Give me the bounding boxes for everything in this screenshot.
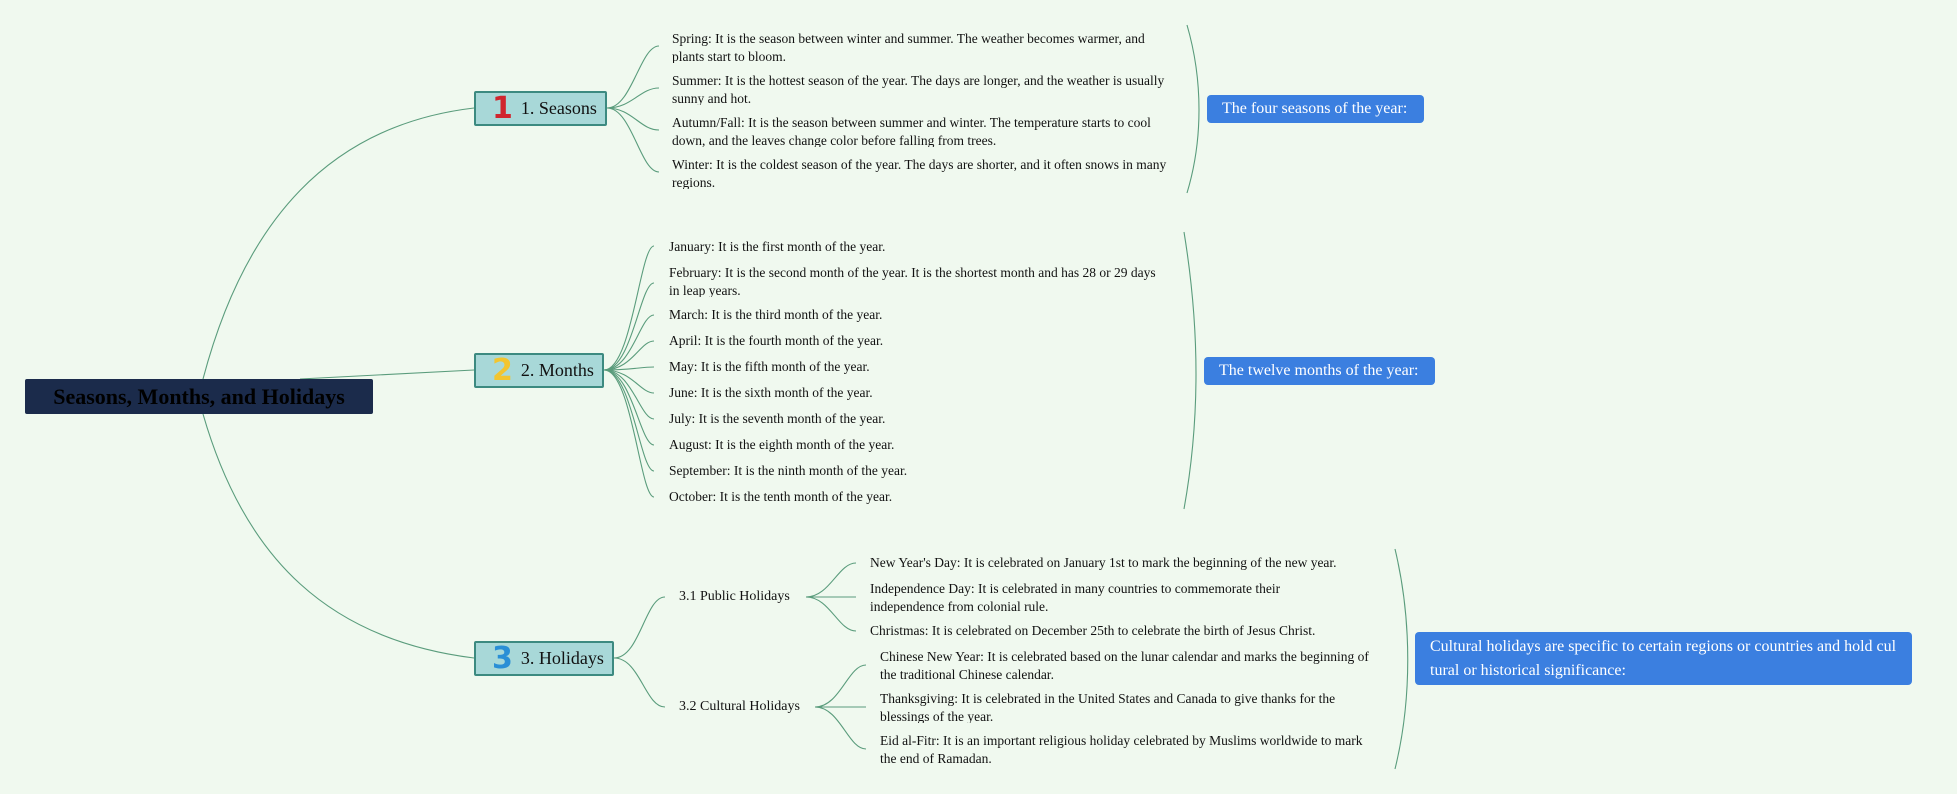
- summary-holidays[interactable]: [1415, 632, 1912, 685]
- summary-months[interactable]: [1204, 357, 1435, 385]
- connector-months-leaf: [604, 370, 654, 445]
- connector-public-leaf: [806, 563, 856, 597]
- leaf-new-years-day[interactable]: New Year's Day: It is celebrated on January 1st to mark the beginning of the new year.: [870, 555, 1337, 570]
- leaf-july[interactable]: July: It is the seventh month of the year.: [669, 411, 886, 426]
- leaf-june[interactable]: June: It is the sixth month of the year.: [669, 385, 873, 400]
- leaf-august[interactable]: August: It is the eighth month of the year.: [669, 437, 895, 452]
- leaf-christmas[interactable]: Christmas: It is celebrated on December 25th to celebrate the birth of Jesus Christ.: [870, 623, 1316, 638]
- connector-root-holidays: [203, 414, 474, 658]
- connector-holidays-sub: [614, 597, 665, 658]
- leaf-march[interactable]: March: It is the third month of the year.: [669, 307, 883, 322]
- topic-label: 1. Seasons: [520, 98, 597, 118]
- topic-label: 2. Months: [520, 360, 594, 380]
- topic-seasons[interactable]: [474, 91, 607, 126]
- leaf-january[interactable]: January: It is the first month of the year.: [669, 239, 886, 254]
- leaf-september[interactable]: September: It is the ninth month of the year.: [669, 463, 908, 478]
- summary-bracket-holidays: [1395, 549, 1408, 769]
- topic-months[interactable]: [474, 353, 604, 388]
- leaf-may[interactable]: May: It is the fifth month of the year.: [669, 359, 870, 374]
- leaf-independence-day[interactable]: Independence Day: It is celebrated in many countries to commemorate their independence from colonial rule.: [870, 581, 1281, 613]
- leaf-april[interactable]: April: It is the fourth month of the year.: [669, 333, 884, 348]
- connector-months-leaf: [604, 315, 654, 370]
- connector-months-leaf: [604, 370, 654, 497]
- connector-cultural-leaf: [815, 707, 866, 749]
- leaf-autumn[interactable]: Autumn/Fall: It is the season between summer and winter. The temperature starts to cool down, and the leaves change color before falling from trees.: [672, 115, 1151, 147]
- connector-seasons-leaf: [607, 88, 659, 108]
- leaf-october[interactable]: October: It is the tenth month of the year.: [669, 489, 893, 504]
- leaf-summer[interactable]: Summer: It is the hottest season of the year. The days are longer, and the weather is usually sunny and hot.: [672, 73, 1165, 105]
- summary-bracket-months: [1184, 232, 1196, 509]
- topic-label: 3. Holidays: [520, 648, 604, 668]
- number-three-icon: 3: [492, 640, 513, 676]
- summary-label: Cultural holidays are specific to certain regions or countries and hold cul tural or historical significance:: [1430, 637, 1897, 679]
- root-topic[interactable]: [25, 379, 373, 414]
- connector-root-seasons: [203, 108, 474, 379]
- connector-holidays-sub: [614, 658, 665, 707]
- summary-label: The four seasons of the year:: [1222, 100, 1408, 117]
- leaf-winter[interactable]: Winter: It is the coldest season of the year. The days are shorter, and it often snows in many regions.: [672, 157, 1167, 189]
- leaf-spring[interactable]: Spring: It is the season between winter and summer. The weather becomes warmer, and plants start to bloom.: [672, 31, 1145, 63]
- leaf-eid-al-fitr[interactable]: Eid al-Fitr: It is an important religious holiday celebrated by Muslims worldwide to mark the end of Ramadan.: [880, 733, 1363, 765]
- connector-public-leaf: [806, 597, 856, 631]
- subtopic-cultural-holidays[interactable]: 3.2 Cultural Holidays: [679, 699, 800, 714]
- connector-seasons-leaf: [607, 108, 659, 130]
- summary-bracket-seasons: [1187, 25, 1199, 193]
- connector-months-leaf: [604, 370, 654, 471]
- connector-seasons-leaf: [607, 46, 659, 108]
- summary-seasons[interactable]: [1207, 95, 1424, 123]
- number-two-icon: 2: [492, 352, 513, 388]
- connector-months-leaf: [604, 341, 654, 370]
- summary-label: The twelve months of the year:: [1219, 362, 1419, 379]
- connector-root-months: [300, 370, 474, 379]
- number-one-icon: 1: [492, 90, 513, 126]
- subtopic-public-holidays[interactable]: 3.1 Public Holidays: [679, 589, 790, 604]
- topic-holidays[interactable]: [474, 641, 614, 676]
- leaf-chinese-new-year[interactable]: Chinese New Year: It is celebrated based on the lunar calendar and marks the beginning of the traditional Chinese calendar.: [880, 649, 1369, 681]
- connector-cultural-leaf: [815, 665, 866, 707]
- leaf-february[interactable]: February: It is the second month of the year. It is the shortest month and has 28 or 29 days in leap years.: [669, 265, 1156, 297]
- leaf-thanksgiving[interactable]: Thanksgiving: It is celebrated in the United States and Canada to give thanks for the blessings of the year.: [880, 691, 1336, 723]
- root-title: Seasons, Months, and Holidays: [53, 383, 345, 409]
